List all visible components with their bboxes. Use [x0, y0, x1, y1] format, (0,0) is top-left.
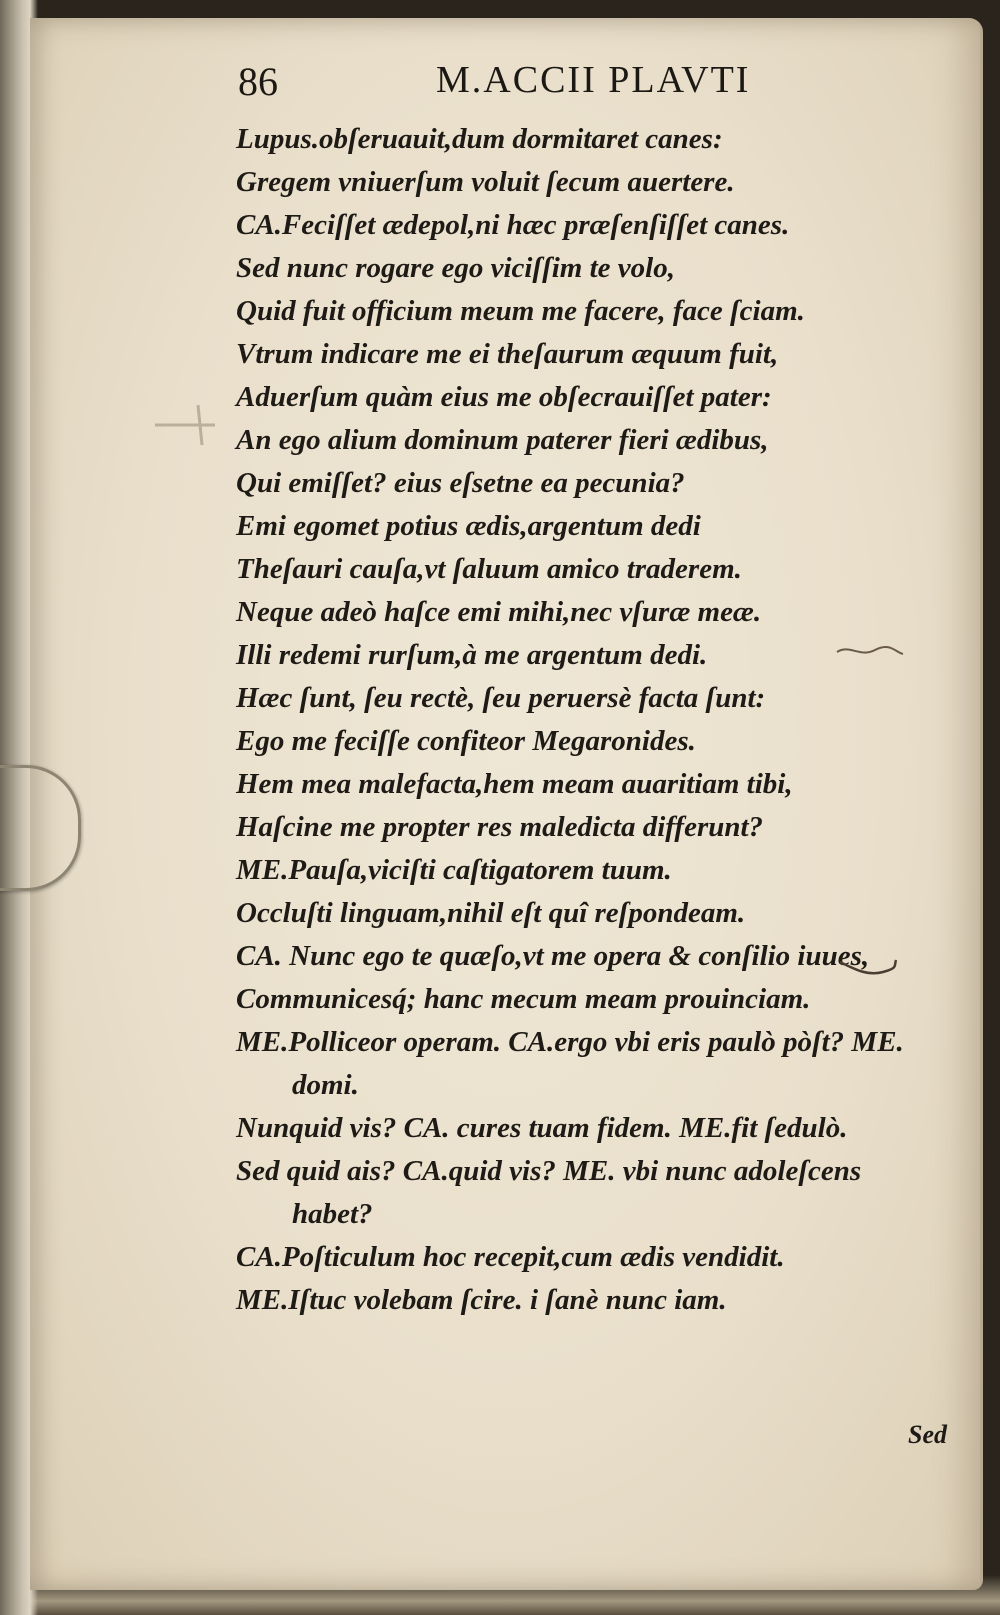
- pen-mark-icon: [838, 952, 898, 982]
- verse-line: Communicesq́; hanc mecum meam prouinciam.: [236, 983, 811, 1015]
- verse-line: Vtrum indicare me ei theſaurum æquum fuit,: [236, 338, 779, 370]
- verse-line: Hæc ſunt, ſeu rectè, ſeu peruersè facta ſunt:: [236, 682, 766, 714]
- verse-line: Nunquid vis? CA. cures tuam fidem. ME.fit ſedulò.: [236, 1112, 848, 1144]
- verse-line: CA.Feciſſet ædepol,ni hæc præſenſiſſet canes.: [236, 209, 790, 241]
- verse-line: habet?: [292, 1198, 373, 1230]
- verse-line: Emi egomet potius ædis,argentum dedi: [236, 510, 701, 542]
- verse-line: ME.Polliceor operam. CA.ergo vbi eris paulò pòſt? ME.: [236, 1026, 904, 1058]
- verse-line: Sed quid ais? CA.quid vis? ME. vbi nunc adoleſcens: [236, 1155, 862, 1187]
- verse-line: Illi redemi rurſum,à me argentum dedi.: [236, 639, 708, 671]
- pen-mark-icon: [835, 640, 905, 664]
- verse-line: ME.Pauſa,viciſti caſtigatorem tuum.: [236, 854, 672, 886]
- verse-line: Hem mea malefacta,hem meam auaritiam tibi,: [236, 768, 793, 800]
- verse-line: Neque adeò haſce emi mihi,nec vſuræ meæ.: [236, 596, 762, 628]
- verse-line: An ego alium dominum paterer fieri ædibus,: [236, 424, 769, 456]
- running-title: M.ACCII PLAVTI: [436, 59, 751, 101]
- verse-line: Qui emiſſet? eius eſsetne ea pecunia?: [236, 467, 685, 499]
- catchword: Sed: [908, 1420, 947, 1449]
- page-number: 86: [238, 59, 278, 104]
- verse-line: Haſcine me propter res maledicta differunt?: [236, 811, 764, 843]
- verse-line: Ego me feciſſe confiteor Megaronides.: [236, 725, 696, 757]
- verse-line: CA. Nunc ego te quæſo,vt me opera & conſilio iuues,: [236, 940, 870, 972]
- verse-line: Quid fuit officium meum me facere, face ſciam.: [236, 295, 805, 327]
- verse-line: Lupus.obſeruauit,dum dormitaret canes:: [236, 123, 723, 155]
- verse-line: domi.: [292, 1069, 359, 1101]
- page-header: [238, 58, 798, 108]
- verse-text: [236, 118, 966, 1322]
- verse-line: Aduerſum quàm eius me obſecrauiſſet pater:: [236, 381, 772, 413]
- verse-line: Theſauri cauſa,vt ſaluum amico traderem.: [236, 553, 742, 585]
- verse-line: CA.Poſticulum hoc recepit,cum ædis vendidit.: [236, 1241, 785, 1273]
- margin-smudge-icon: [150, 400, 220, 450]
- verse-line: ME.Iſtuc volebam ſcire. i ſanè nunc iam.: [236, 1284, 727, 1316]
- verse-line: Sed nunc rogare ego viciſſim te volo,: [236, 252, 675, 284]
- verse-line: Gregem vniuerſum voluit ſecum auertere.: [236, 166, 735, 198]
- verse-line: Occluſti linguam,nihil eſt quî reſpondeam.: [236, 897, 746, 929]
